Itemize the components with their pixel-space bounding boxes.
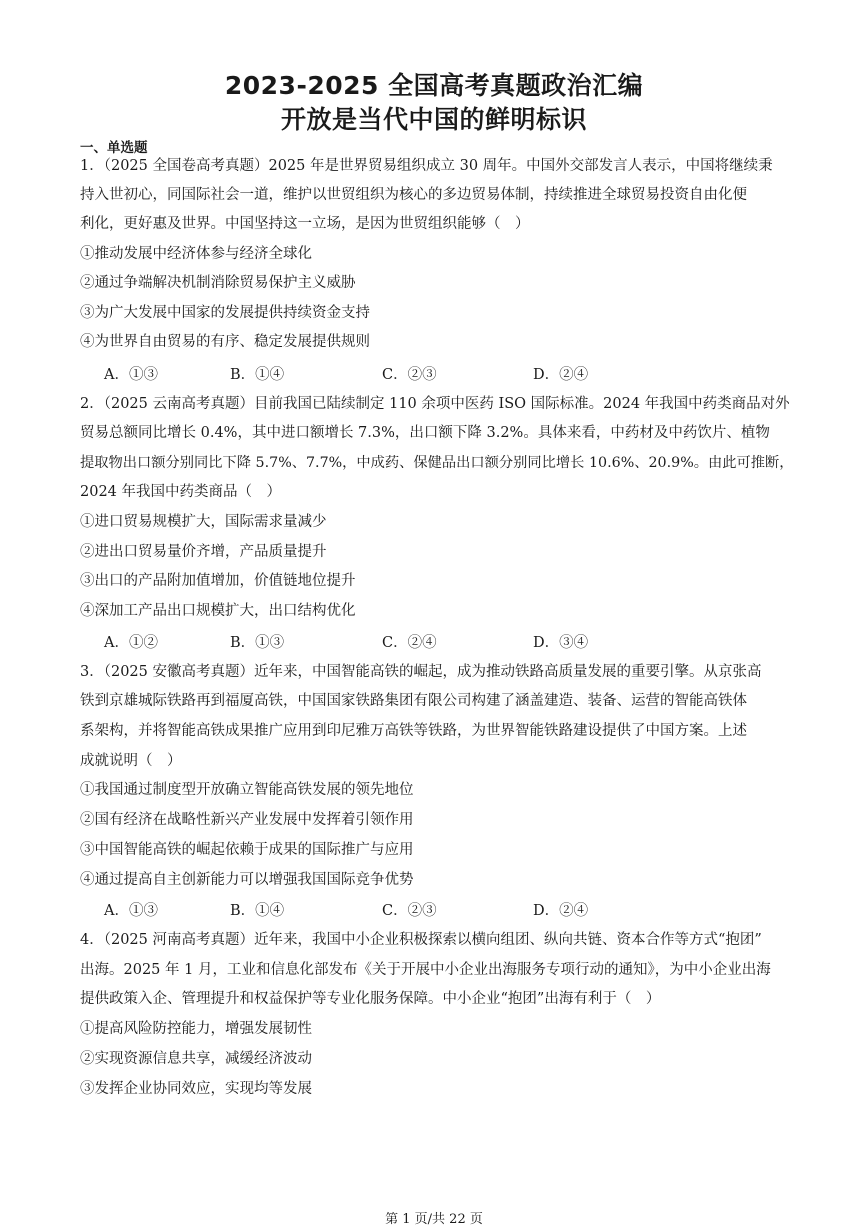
question-1-statement: ①推动发展中经济体参与经济全球化 [80,246,312,262]
question-2-option-b: B．①③ [230,635,285,651]
question-4-statement: ②实现资源信息共享，减缓经济波动 [80,1051,312,1067]
question-2-statement: ④深加工产品出口规模扩大，出口结构优化 [80,603,356,619]
question-2-stem-line: 2024 年我国中药类商品（ ） [80,484,282,500]
question-3-option-a: A．①③ [104,903,158,919]
question-3-statement: ①我国通过制度型开放确立智能高铁发展的领先地位 [80,782,414,798]
question-2-statement: ②进出口贸易量价齐增，产品质量提升 [80,544,327,560]
question-3-option-c: C．②③ [382,903,437,919]
question-4-stem-line: 出海。2025 年 1 月，工业和信息化部发布《关于开展中小企业出海服务专项行动的通知》，为中小企业出海 [80,962,771,978]
question-3-option-b: B．①④ [230,903,285,919]
section-heading: 一、单选题 [80,140,148,156]
question-1-option-b: B．①④ [230,367,285,383]
question-2-option-c: C．②④ [382,635,437,651]
question-1-statement: ②通过争端解决机制消除贸易保护主义威胁 [80,275,356,291]
document-title: 2023-2025 全国高考真题政治汇编 [224,71,644,100]
question-1-option-a: A．①③ [104,367,158,383]
question-2-stem-line: 贸易总额同比增长 0.4%，其中进口额增长 7.3%，出口额下降 3.2%。具体来看，中药材及中药饮片、植物 [80,425,770,441]
question-1-stem-line: 持入世初心，同国际社会一道，维护以世贸组织为核心的多边贸易体制，持续推进全球贸易投资自由化便 [80,187,747,203]
question-3-option-d: D．②④ [533,903,589,919]
question-3-stem-line: 成就说明（ ） [80,753,182,769]
question-3-statement: ②国有经济在战略性新兴产业发展中发挥着引领作用 [80,812,414,828]
question-2-option-d: D．③④ [533,635,589,651]
question-2-statement: ①进口贸易规模扩大，国际需求量减少 [80,514,327,530]
question-1-statement: ③为广大发展中国家的发展提供持续资金支持 [80,305,370,321]
question-4-stem-line: 提供政策入企、管理提升和权益保护等专业化服务保障。中小企业“抱团”出海有利于（ ） [80,991,661,1007]
question-3-stem-line: 铁到京雄城际铁路再到福厦高铁，中国国家铁路集团有限公司构建了涵盖建造、装备、运营的智能高铁体 [80,693,747,709]
question-1-stem-line: 利化，更好惠及世界。中国坚持这一立场，是因为世贸组织能够（ ） [80,216,530,232]
question-1-option-c: C．②③ [382,367,437,383]
question-4-statement: ③发挥企业协同效应，实现均等发展 [80,1081,312,1097]
question-3-statement: ④通过提高自主创新能力可以增强我国国际竞争优势 [80,872,414,888]
document-subtitle: 开放是当代中国的鲜明标识 [280,105,587,134]
question-2-option-a: A．①② [104,635,158,651]
question-2-statement: ③出口的产品附加值增加，价值链地位提升 [80,573,356,589]
question-1-stem-line: 1．（2025 全国卷高考真题）2025 年是世界贸易组织成立 30 周年。中国外交部发言人表示，中国将继续秉 [80,158,773,174]
question-1-statement: ④为世界自由贸易的有序、稳定发展提供规则 [80,334,370,350]
question-3-statement: ③中国智能高铁的崛起依赖于成果的国际推广与应用 [80,842,414,858]
question-4-statement: ①提高风险防控能力，增强发展韧性 [80,1021,312,1037]
question-1-option-d: D．②④ [533,367,589,383]
page-footer: 第 1 页/共 22 页 [385,1212,483,1227]
question-2-stem-line: 提取物出口额分别同比下降 5.7%、7.7%，中成药、保健品出口额分别同比增长 10.6%、20.9%。由此可推断， [80,455,794,471]
question-2-stem-line: 2．（2025 云南高考真题）目前我国已陆续制定 110 余项中医药 ISO 国际标准。2024 年我国中药类商品对外 [80,396,790,412]
question-3-stem-line: 3．（2025 安徽高考真题）近年来，中国智能高铁的崛起，成为推动铁路高质量发展的重要引擎。从京张高 [80,664,762,680]
question-3-stem-line: 系架构，并将智能高铁成果推广应用到印尼雅万高铁等铁路，为世界智能铁路建设提供了中国方案。上述 [80,723,747,739]
question-4-stem-line: 4．（2025 河南高考真题）近年来，我国中小企业积极探索以横向组团、纵向共链、资本合作等方式“抱团” [80,932,762,948]
